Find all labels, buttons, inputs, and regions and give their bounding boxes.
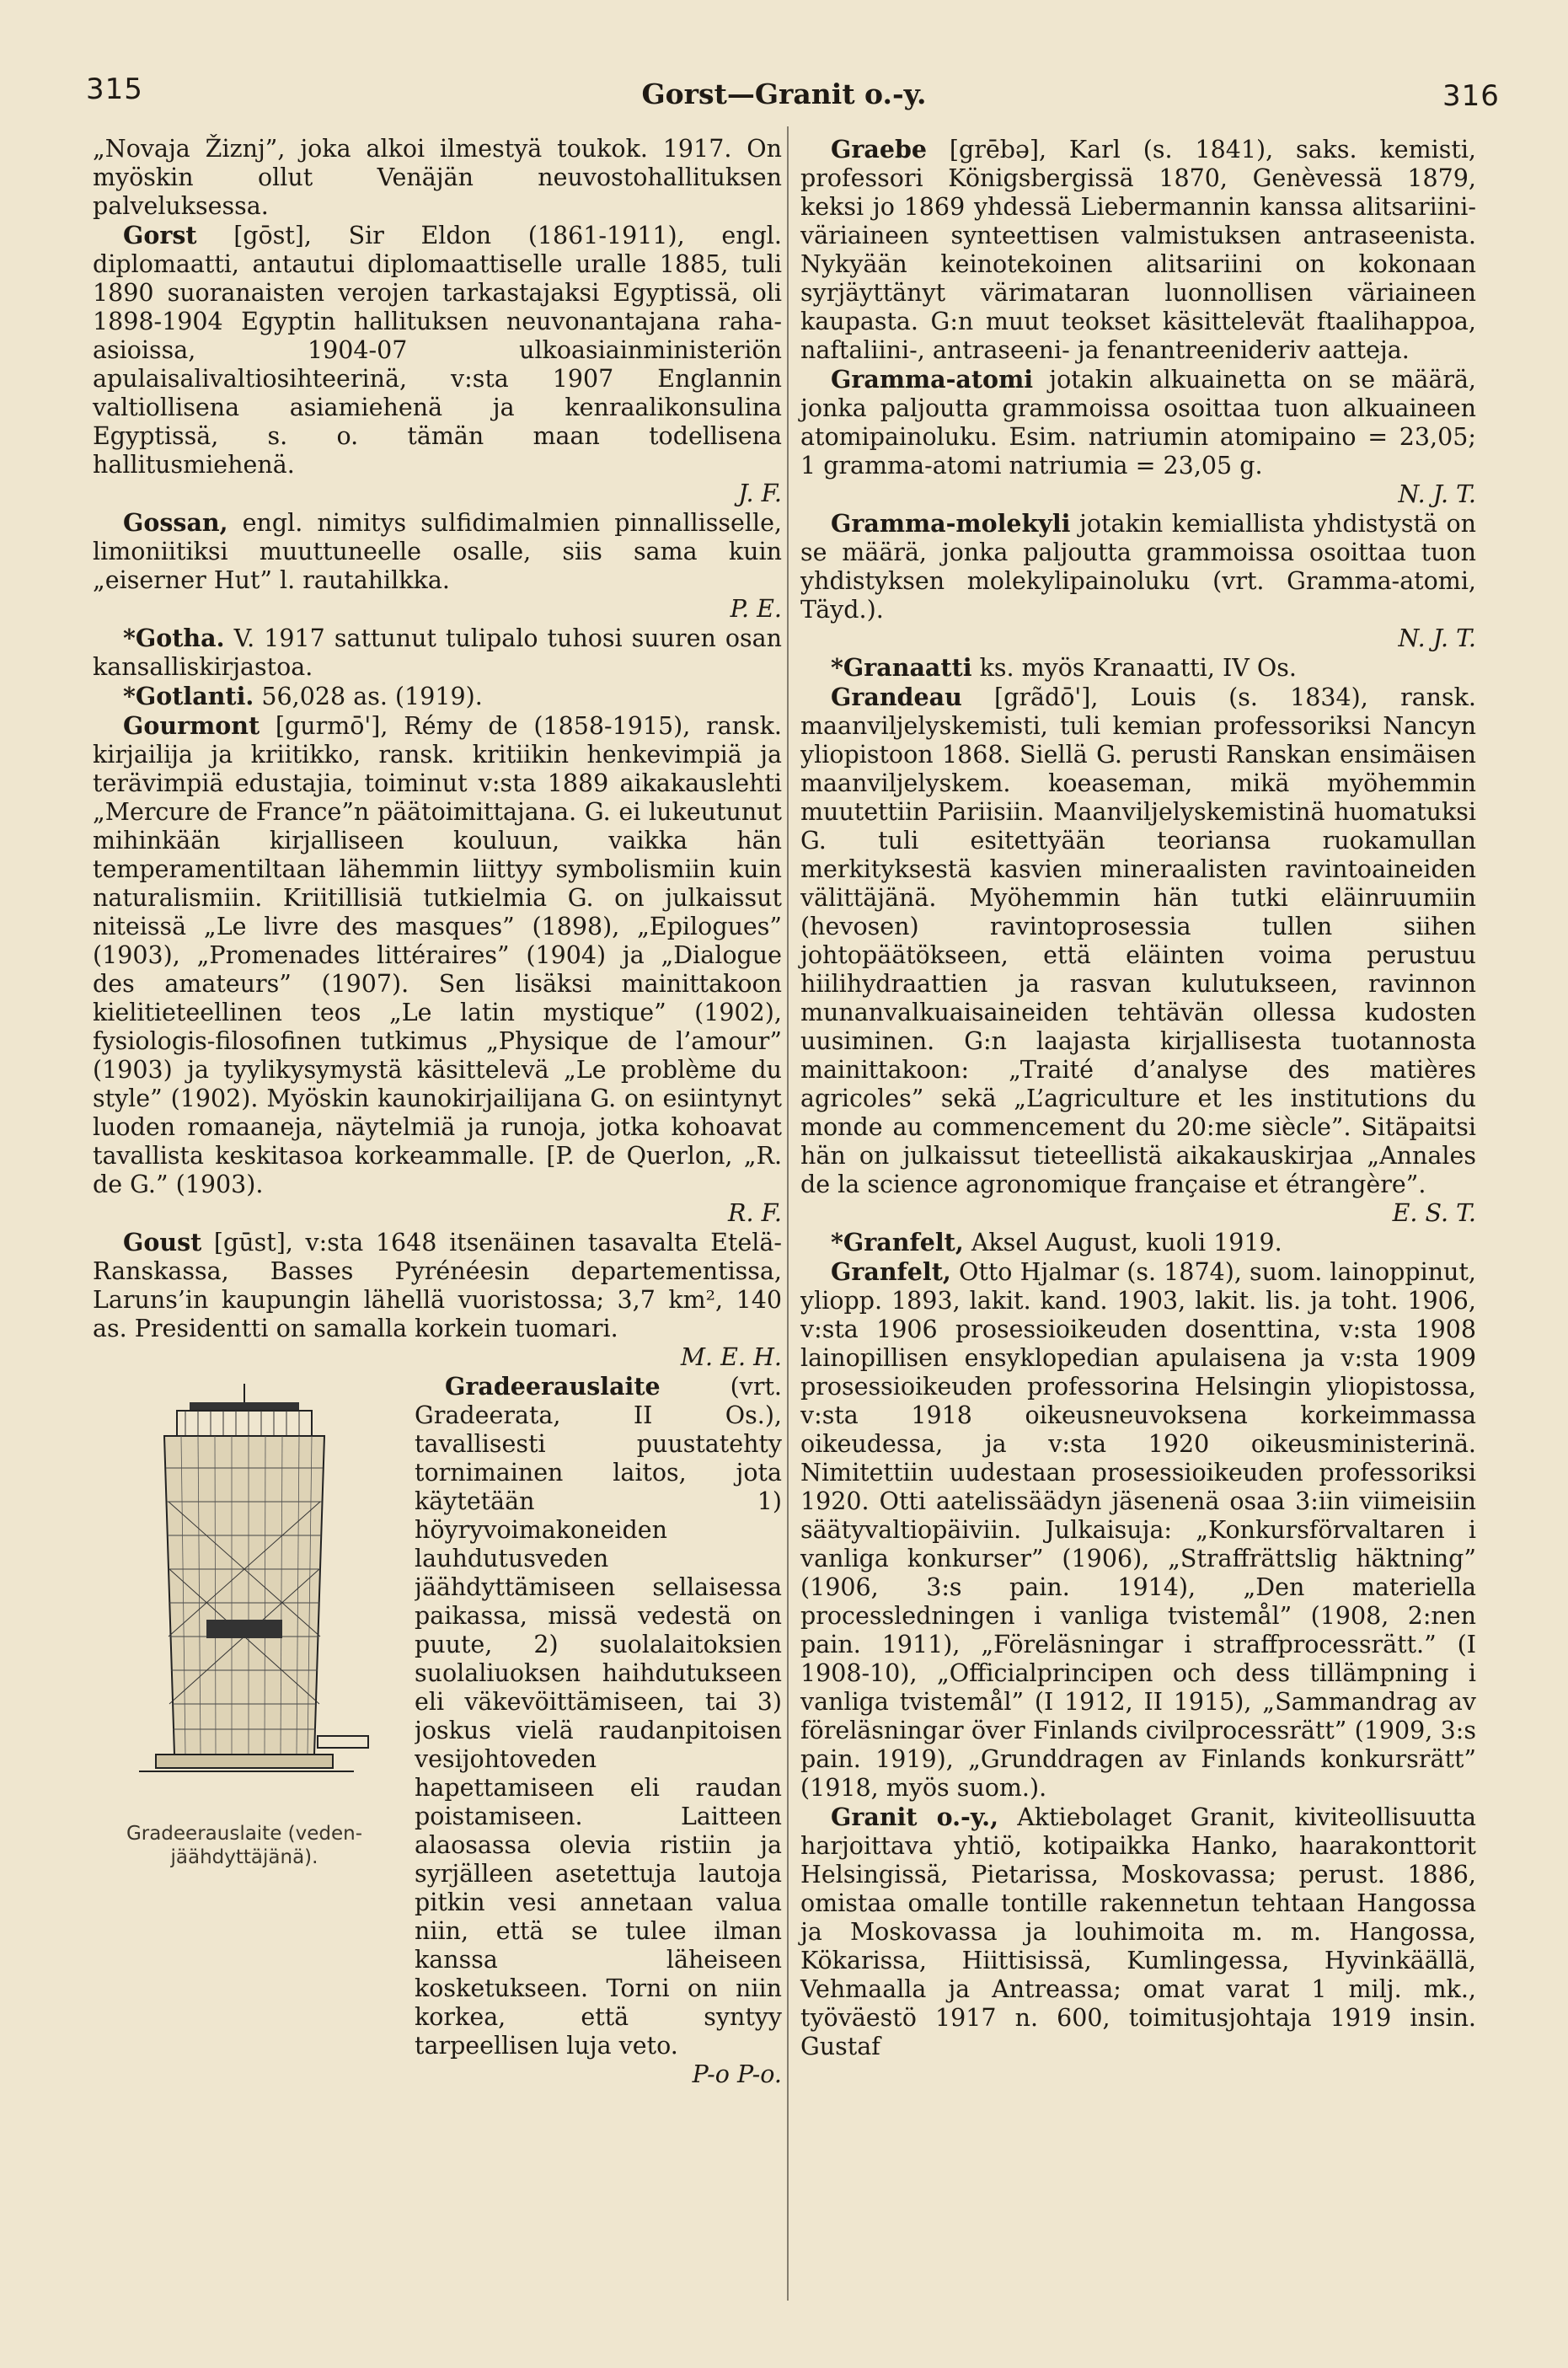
entry-text: Aksel August, kuoli 1919. (963, 1229, 1282, 1256)
entry-granaatti (800, 653, 1476, 683)
headword: Gorst (123, 221, 197, 249)
entry-goust (93, 1228, 782, 1372)
headword: Granfelt, (831, 1257, 951, 1286)
author-signature: N. J. T. (1398, 624, 1476, 652)
entry-gossan (93, 508, 782, 624)
author-signature: P. E. (730, 595, 782, 623)
page-number-left: 315 (86, 72, 143, 106)
headword: Goust (123, 1228, 202, 1256)
entry-text: ks. myös Kranaatti, IV Os. (971, 654, 1297, 682)
headword: *Granfelt, (831, 1228, 964, 1256)
author-signature: J. F. (738, 479, 782, 507)
headword: Graebe (831, 135, 928, 163)
author-signature: M. E. H. (680, 1343, 782, 1371)
headword: Gossan, (123, 508, 228, 537)
entry-gourmont (93, 711, 782, 1228)
entry-gradeerauslaite (415, 1372, 782, 2089)
entry-granfelt-otto (800, 1257, 1476, 1803)
headword: Gourmont (123, 711, 260, 740)
author-signature: P-o P-o. (692, 2060, 782, 2088)
headword: *Granaatti (831, 653, 972, 682)
entry-text: V. 1917 sattunut tulipalo tuhosi suuren osan kansalliskirjastoa. (93, 624, 782, 681)
entry-grandeau (800, 683, 1476, 1228)
entry-text: 56,028 as. (1919). (254, 683, 483, 710)
entry-granit (800, 1803, 1476, 2061)
entry-text: [gōst], Sir Eldon (1861-1911), engl. diplomaatti, antautui diplomaattiselle uralle 1885, tuli 1890 suoranaisten verojen tarkastajaksi Egyptissä, oli 1898-1904 Egyptin hallituksen neuvonantajana raha-asioissa, 1904-07 ulkoasiainministeriön apulaisalivaltiosihteerinä, v:sta 1907 Englannin valtiollisena asiamiehenä ja kenraalikonsulina Egyptissä, s. o. tämän maan todellisena hallitusmiehenä. (93, 222, 782, 479)
entry-gorst (93, 221, 782, 508)
entry-text: engl. nimitys sulfidimalmien pinnallisselle, limoniitiksi muuttuneelle osalle, siis sama kuin „eiserner Hut” l. rautahilkka. (93, 509, 782, 594)
entry-text: (vrt. Gradeerata, II Os.), tavallisesti puustatehty tornimainen laitos, jota käytetään 1) höyryvoimakoneiden lauhdutusveden jäähdyttämiseen sellaisessa paikassa, missä vedestä on puute, 2) suolalaitoksien suolaliuoksen haihdutukseen eli väkevöittämiseen, tai 3) joskus vielä raudanpitoisen vesijohtoveden hapettamiseen eli raudan poistamiseen. Laitteen alaosassa olevia ristiin ja syrjälleen asetettuja lautoja pitkin vesi annetaan valua niin, että se tulee ilman kanssa läheiseen kosketukseen. Torni on niin korkea, että syntyy tarpeellisen luja veto. (415, 1373, 782, 2060)
headword: *Gotha. (123, 624, 225, 652)
headword: Gradeerauslaite (445, 1372, 661, 1401)
author-signature: N. J. T. (1398, 480, 1476, 508)
page-number-right: 316 (1442, 79, 1500, 113)
entry-text: Aktiebolaget Granit, kiviteollisuutta harjoittava yhtiö, kotipaikka Hanko, haarakonttorit Helsingissä, Pietarissa, Moskovassa; perust. 1886, omistaa omalle tontille rakennetun tehtaan Hangossa ja Moskovassa ja louhimoita m. m. Hangossa, Kökarissa, Hiittisissä, Kumlingessa, Hyvinkäällä, Vehmaalla ja Antreassa; omat varat 1 milj. mk., työväestö 1917 n. 600, toimitusjohtaja 1919 insin. Gustaf (800, 1803, 1476, 2060)
author-signature: E. S. T. (1392, 1199, 1476, 1227)
headword: Grandeau (831, 683, 962, 711)
entry-continuation: „Novaja Žiznj”, joka alkoi ilmestyä toukok. 1917. On myöskin ollut Venäjän neuvostohallituksen palveluksessa. (93, 135, 782, 220)
cooling-tower-figure (93, 1384, 396, 1869)
entry-text: [gurmō'], Rémy de (1858-1915), ransk. kirjailija ja kriitikko, ransk. kritiikin henkevimpiä ja terävimpiä edustajia, toiminut v:sta 1889 aikakauslehti „Mercure de France”n päätoimittajana. G. ei lukeutunut mihinkään kirjalliseen kouluun, vaikka hän temperamentiltaan lähemmin liittyy symbolismiin kuin naturalismiin. Kriitillisiä tutkielmia G. on julkaissut niteissä „Le livre des masques” (1898), „Epilogues” (1903), „Promenades littéraires” (1904) ja „Dialogue des amateurs” (1907). Sen lisäksi mainittakoon kielitieteellinen teos „Le latin mystique” (1902), fysiologis-filosofinen tutkimus „Physique de l’amour” (1903) ja tyylikysymystä käsittelevä „Le problème du style” (1902). Myöskin kaunokirjailijana G. on esiintynyt luoden romaaneja, näytelmiä ja runoja, jotka kohoavat tavallista keskitasoa korkeammalle. [P. de Querlon, „R. de G.” (1903). (93, 712, 782, 1198)
entry-text: Otto Hjalmar (s. 1874), suom. lainoppinut, yliopp. 1893, lakit. kand. 1903, lakit. lis. ja toht. 1906, v:sta 1906 prosessioikeuden dosenttina, v:sta 1908 lainopillisen ensyklopedian apulaisena ja v:sta 1909 prosessioikeuden professorina Helsingin yliopistossa, v:sta 1918 oikeusneuvoksena korkeimmassa oikeudessa, ja v:sta 1920 oikeusministerinä. Nimitettiin uudestaan prosessioikeuden professoriksi 1920. Otti aatelissäädyn jäsenenä osaa 3:iin viimeisiin säätyvaltiopäiviin. Julkaisuja: „Konkursförvaltaren i vanliga konkurser” (1906), „Straffrättslig häktning” (1906, 3:s pain. 1914), „Den materiella processledningen i vanliga tvistemål” (1908, 2:nen pain. 1911), „Föreläsningar i straffprocessrätt.” (I 1908-10), „Officialprincipen och dess tillämpning i vanliga tvistemål” (I 1912, II 1915), „Sammandrag av föreläsningar över Finlands civilprocessrätt” (1909, 3:s pain. 1919), „Grunddragen av Finlands konkursrätt” (1918, myös suom.). (800, 1258, 1476, 1802)
running-title: Gorst—Granit o.-y. (641, 78, 927, 110)
entry-gramma-molekyli (800, 509, 1476, 653)
left-column (93, 135, 782, 2089)
column-divider (787, 126, 789, 2301)
entry-text: [grãdō'], Louis (s. 1834), ransk. maanviljelyskemisti, tuli kemian professoriksi Nancyn yliopistoon 1868. Siellä G. perusti Ranskan ensimäisen maanviljelyskem. koeaseman, mikä myöhemmin muutettiin Pariisiin. Maanviljelyskemistinä huomatuksi G. tuli esitettyään teoriansa ruokamullan merkityksestä kasvien mineraalisten ravintoaineiden välittäjänä. Myöhemmin hän tutki eläinruumiin (hevosen) ravintoprosessia tullen siihen johtopäätökseen, että eläinten voima perustuu hiilihydraattien ja rasvan kulutukseen, ravinnon munanvalkuaisaineiden tehtävän ollessa kudosten uusiminen. G:n laajasta kirjallisesta tuotannosta mainittakoon: „Traité d’analyse des matières agricoles” sekä „L’agriculture et les institutions du monde au commencement du 20:me siècle”. Sitäpaitsi hän on julkaissut tieteellistä aikakauskirjaa „Annales de la science agronomique française et étrangère”. (800, 683, 1476, 1198)
right-column (800, 135, 1476, 2061)
author-signature: R. F. (728, 1199, 782, 1227)
entry-gramma-atomi (800, 365, 1476, 509)
entry-graebe (800, 135, 1476, 365)
entry-text: jotakin kemiallista yhdistystä on se määrä, jonka paljoutta grammoissa osoittaa tuon yhdistyksen molekylipainoluku (vrt. Gramma-atomi, Täyd.). (800, 510, 1476, 624)
headword: Gramma-atomi (831, 365, 1034, 394)
cooling-tower-illustration (105, 1384, 383, 1822)
entry-granfelt-aksel (800, 1228, 1476, 1257)
entry-gotha (93, 624, 782, 682)
entry-text: [gūst], v:sta 1648 itsenäinen tasavalta Etelä-Ranskassa, Basses Pyrénéesin departementissa, Laruns’in kaupungin lähellä vuoristossa; 3,7 km², 140 as. Presidentti on samalla korkein tuomari. (93, 1229, 782, 1342)
headword: Gramma-molekyli (831, 509, 1071, 538)
figure-caption: Gradeerauslaite (veden-jäähdyttäjänä). (126, 1823, 363, 1868)
entry-gotlanti (93, 682, 782, 711)
page-header (0, 69, 1568, 120)
entry-text: jotakin alkuainetta on se määrä, jonka paljoutta grammoissa osoittaa tuon alkuaineen atomipainoluku. Esim. natriumin atomipaino = 23,05; 1 gramma-atomi natriumia = 23,05 g. (800, 366, 1476, 479)
entry-text: [grēbə], Karl (s. 1841), saks. kemisti, professori Königsbergissä 1870, Genèvessä 1879, keksi jo 1869 yhdessä Liebermannin kanssa alitsariini-väriaineen synteettisen valmistuksen antraseenista. Nykyään keinotekoinen alitsariini on kokonaan syrjäyttänyt värimataran luonnollisen väriaineen kaupasta. G:n muut teokset käsittelevät ftaalihappoa, naftaliini-, antraseeni- ja fenantreenideriv aatteja. (800, 136, 1476, 364)
headword: Granit o.-y., (831, 1803, 998, 1831)
headword: *Gotlanti. (123, 682, 254, 710)
